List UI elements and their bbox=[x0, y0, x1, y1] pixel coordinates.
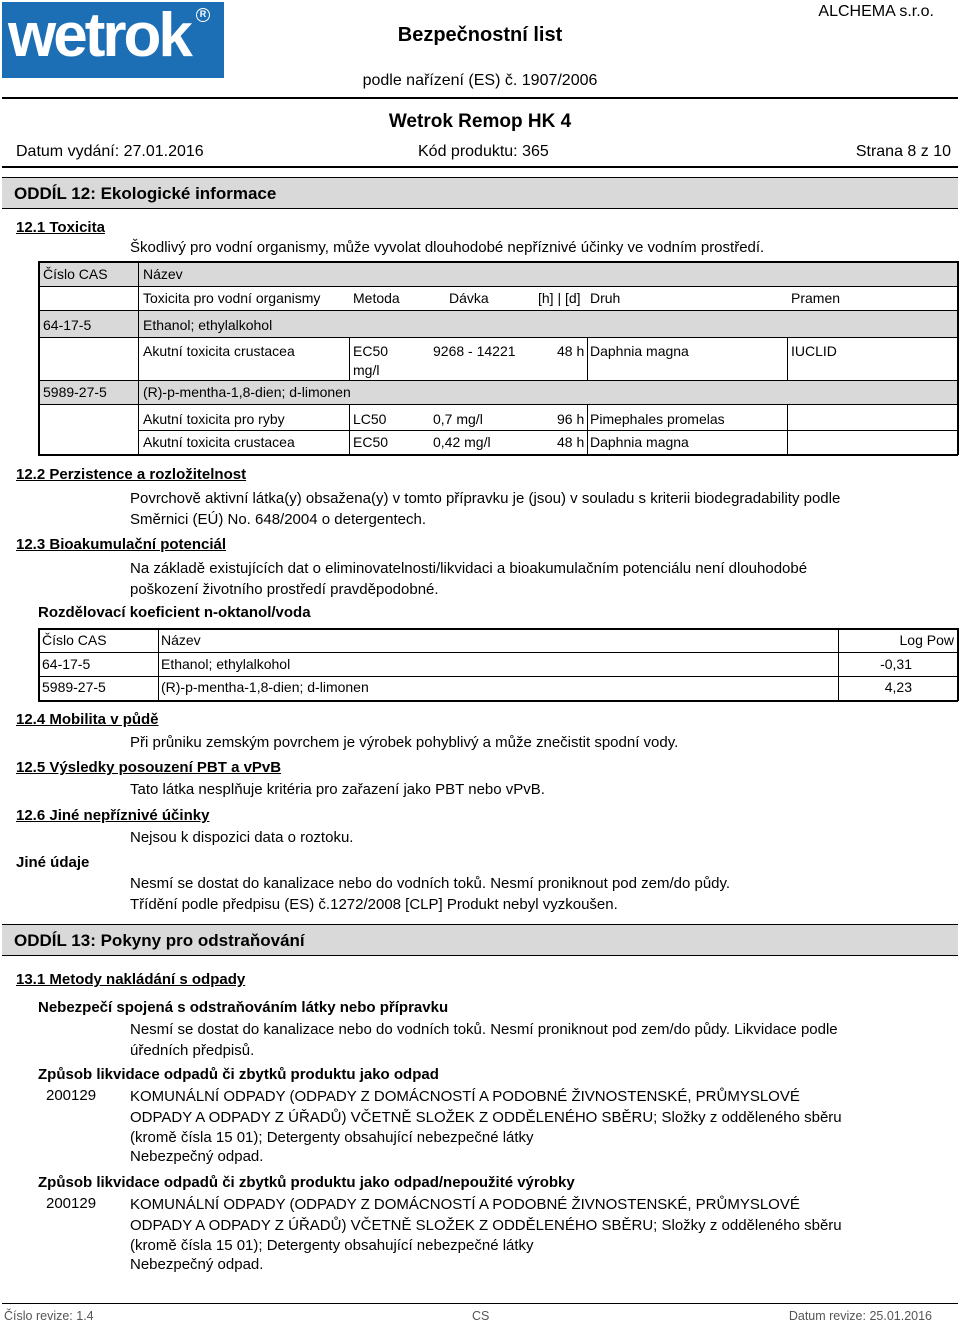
pow-name: (R)-p-mentha-1,8-dien; d-limonen bbox=[161, 679, 369, 695]
table-line bbox=[38, 380, 958, 381]
bioaccumulation-heading: 12.3 Bioakumulační potenciál bbox=[16, 536, 227, 553]
table-line bbox=[38, 337, 958, 338]
col-dose: Dávka bbox=[449, 290, 489, 306]
tox-dose: 0,7 mg/l bbox=[433, 411, 483, 427]
toxicity-text: Škodlivý pro vodní organismy, může vyvolat dlouhodobé nepříznivé účinky ve vodním prostředí. bbox=[130, 239, 765, 256]
table-line bbox=[957, 628, 959, 701]
table-line bbox=[349, 337, 350, 380]
issue-date: Datum vydání: 27.01.2016 bbox=[16, 143, 204, 160]
tox-type: Akutní toxicita pro ryby bbox=[143, 411, 285, 427]
table-line bbox=[38, 310, 958, 311]
other-info-heading: Jiné údaje bbox=[16, 854, 90, 871]
tox-method: EC50 bbox=[353, 343, 389, 359]
other-effects-text: Nejsou k dispozici data o roztoku. bbox=[130, 829, 354, 846]
table-line bbox=[587, 337, 588, 380]
table-line bbox=[38, 628, 958, 630]
tox-time: 96 h bbox=[557, 411, 585, 427]
substance-cas: 5989-27-5 bbox=[43, 384, 107, 400]
section-13-title: ODDÍL 13: Pokyny pro odstraňování bbox=[14, 931, 305, 950]
tox-source: IUCLID bbox=[791, 343, 837, 359]
registered-mark-icon: R bbox=[196, 8, 210, 22]
pow-cas: 5989-27-5 bbox=[42, 679, 106, 695]
col-source: Pramen bbox=[791, 290, 841, 306]
product-name: Wetrok Remop HK 4 bbox=[388, 111, 572, 132]
tox-type: Akutní toxicita crustacea bbox=[143, 434, 295, 450]
table-line bbox=[38, 404, 958, 405]
other-effects-heading: 12.6 Jiné nepříznivé účinky bbox=[16, 807, 210, 824]
persistence-heading: 12.2 Perzistence a rozložitelnost bbox=[16, 466, 247, 483]
col-method: Metoda bbox=[353, 290, 400, 306]
revision-number: Číslo revize: 1.4 bbox=[4, 1309, 94, 1323]
table-line bbox=[38, 700, 958, 702]
logo-text: wetrok bbox=[8, 2, 190, 70]
table-line bbox=[838, 628, 839, 701]
table-line bbox=[787, 337, 788, 380]
tox-dose: 0,42 mg/l bbox=[433, 434, 491, 450]
col-time: [h] | [d] bbox=[538, 290, 581, 306]
waste-hazard-note: Nebezpečný odpad. bbox=[130, 1148, 264, 1165]
col-log-pow: Log Pow bbox=[899, 632, 954, 648]
col-toxicity: Toxicita pro vodní organismy bbox=[143, 290, 321, 306]
col-name: Název bbox=[161, 632, 201, 648]
unused-waste-heading: Způsob likvidace odpadů či zbytků produktu jako odpad/nepoužité výrobky bbox=[38, 1174, 575, 1191]
language-code: CS bbox=[472, 1309, 490, 1323]
section-12-bar bbox=[2, 177, 958, 209]
tox-species: Daphnia magna bbox=[590, 343, 689, 359]
waste-disposal-heading: Způsob likvidace odpadů či zbytků produktu jako odpad bbox=[38, 1066, 439, 1083]
tox-time: 48 h bbox=[557, 434, 585, 450]
page-number: Strana 8 z 10 bbox=[855, 143, 951, 160]
col-species: Druh bbox=[590, 290, 621, 306]
col-cas: Číslo CAS bbox=[43, 266, 108, 282]
waste-code: 200129 bbox=[46, 1087, 97, 1104]
pow-name: Ethanol; ethylalkohol bbox=[161, 656, 291, 672]
table-line bbox=[587, 404, 588, 455]
regulation-line: podle nařízení (ES) č. 1907/2006 bbox=[362, 72, 598, 89]
tox-dose: 9268 - 14221 bbox=[433, 343, 516, 359]
disposal-hazards-text: Nesmí se dostat do kanalizace nebo do vodních toků. Nesmí proniknout pod zem/do půdy. Likvidace podle úředních předpisů. bbox=[130, 1021, 838, 1059]
section-13-bar bbox=[2, 924, 958, 956]
table-line bbox=[138, 261, 139, 455]
mobility-text: Při průniku zemským povrchem je výrobek pohyblivý a může znečistit spodní vody. bbox=[130, 734, 679, 751]
table-line bbox=[349, 404, 350, 455]
pow-value: 4,23 bbox=[884, 679, 912, 695]
tox-species: Pimephales promelas bbox=[590, 411, 725, 427]
waste-methods-heading: 13.1 Metody nakládání s odpady bbox=[16, 971, 246, 988]
log-pow-heading: Rozdělovací koeficient n-oktanol/voda bbox=[38, 604, 311, 621]
pbt-text: Tato látka nesplňuje kritéria pro zařazení jako PBT nebo vPvB. bbox=[130, 781, 545, 798]
table-line bbox=[787, 404, 788, 455]
revision-date: Datum revize: 25.01.2016 bbox=[788, 1309, 932, 1323]
product-code: Kód produktu: 365 bbox=[418, 143, 549, 160]
table-line bbox=[38, 286, 958, 287]
col-name: Název bbox=[143, 266, 183, 282]
table-line bbox=[38, 676, 958, 677]
substance-cas: 64-17-5 bbox=[43, 317, 92, 333]
table-line bbox=[38, 652, 958, 653]
mobility-heading: 12.4 Mobilita v půdě bbox=[16, 711, 159, 728]
table-line bbox=[38, 628, 40, 701]
tox-unit: mg/l bbox=[353, 362, 380, 378]
bioaccumulation-text: Na základě existujících dat o eliminovatelnosti/likvidaci a bioakumulačním potenciálu není dlouhodobé poškození životního prostředí pravděpodobné. bbox=[130, 560, 808, 598]
pbt-heading: 12.5 Výsledky posouzení PBT a vPvB bbox=[16, 759, 282, 776]
other-info-line: Nesmí se dostat do kanalizace nebo do vodních toků. Nesmí proniknout pod zem/do půdy. bbox=[130, 875, 731, 892]
section-12-title: ODDÍL 12: Ekologické informace bbox=[14, 184, 277, 203]
table-line bbox=[38, 454, 958, 456]
pow-cas: 64-17-5 bbox=[42, 656, 91, 672]
footer-divider bbox=[2, 1303, 958, 1304]
tox-type: Akutní toxicita crustacea bbox=[143, 343, 295, 359]
company-name: ALCHEMA s.r.o. bbox=[818, 3, 934, 20]
waste-code: 200129 bbox=[46, 1195, 97, 1212]
document-title: Bezpečnostní list bbox=[397, 24, 563, 46]
tox-method: EC50 bbox=[353, 434, 389, 450]
persistence-text: Povrchově aktivní látka(y) obsažena(y) v tomto přípravku je (jsou) v souladu s kriterii biodegradability podle Směrnici (EÚ) No. 648/2004 o detergentech. bbox=[130, 490, 841, 528]
tox-species: Daphnia magna bbox=[590, 434, 689, 450]
waste-hazard-note: Nebezpečný odpad. bbox=[130, 1256, 264, 1273]
table-line bbox=[38, 261, 958, 263]
substance-name: (R)-p-mentha-1,8-dien; d-limonen bbox=[143, 384, 351, 400]
waste-description: KOMUNÁLNÍ ODPADY (ODPADY Z DOMÁCNOSTÍ A PODOBNÉ ŽIVNOSTENSKÉ, PRŮMYSLOVÉ ODPADY A ODPADY Z ÚŘADŮ) VČETNĚ SLOŽEK Z ODDĚLENÉHO SBĚRU; Složky z odděleného sběru (kromě čísla 15 01); Detergenty obsahující nebezpečné látky bbox=[130, 1088, 842, 1146]
header-bottom-divider bbox=[2, 166, 958, 168]
tox-method: LC50 bbox=[353, 411, 387, 427]
table-line bbox=[158, 628, 159, 701]
tox-time: 48 h bbox=[557, 343, 585, 359]
toxicity-heading: 12.1 Toxicita bbox=[16, 219, 105, 236]
other-info-line: Třídění podle předpisu (ES) č.1272/2008 [CLP] Produkt nebyl vyzkoušen. bbox=[130, 896, 618, 913]
waste-description: KOMUNÁLNÍ ODPADY (ODPADY Z DOMÁCNOSTÍ A PODOBNÉ ŽIVNOSTENSKÉ, PRŮMYSLOVÉ ODPADY A ODPADY Z ÚŘADŮ) VČETNĚ SLOŽEK Z ODDĚLENÉHO SBĚRU; Složky z odděleného sběru (kromě čísla 15 01); Detergenty obsahující nebezpečné látky bbox=[130, 1196, 842, 1254]
disposal-hazards-heading: Nebezpečí spojená s odstraňováním látky nebo přípravku bbox=[38, 999, 449, 1016]
pow-value: -0,31 bbox=[880, 656, 912, 672]
table-line bbox=[957, 261, 959, 455]
table-line bbox=[38, 261, 40, 455]
header-divider bbox=[2, 97, 958, 99]
col-cas: Číslo CAS bbox=[42, 632, 107, 648]
table-line bbox=[138, 430, 958, 431]
substance-name: Ethanol; ethylalkohol bbox=[143, 317, 273, 333]
